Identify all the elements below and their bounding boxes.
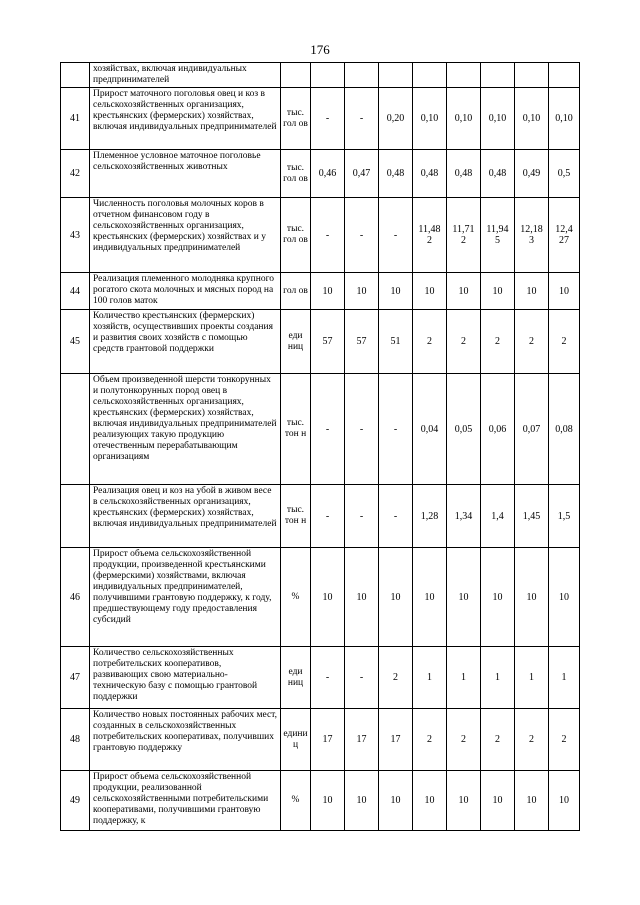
value-cell: 10 — [311, 273, 345, 310]
value-cell: 10 — [447, 548, 481, 647]
row-number: 48 — [61, 709, 90, 771]
value-cell — [515, 63, 549, 88]
value-cell: 2 — [481, 709, 515, 771]
unit-cell: еди ниц — [281, 647, 311, 709]
value-cell: - — [311, 485, 345, 548]
table-row — [61, 88, 580, 150]
value-cell: - — [311, 88, 345, 150]
table-row — [61, 63, 580, 88]
unit-cell: тыс. гол ов — [281, 198, 311, 273]
value-cell: 10 — [345, 273, 379, 310]
unit-cell: тыс. тон н — [281, 374, 311, 485]
indicator-name: хозяйствах, включая индивидуальных предпринимателей — [90, 63, 281, 88]
value-cell: 0,46 — [311, 150, 345, 198]
table-row — [61, 485, 580, 548]
value-cell: 0,08 — [549, 374, 580, 485]
value-cell: - — [345, 198, 379, 273]
value-cell: 10 — [311, 548, 345, 647]
value-cell — [311, 63, 345, 88]
value-cell: 10 — [413, 771, 447, 831]
value-cell: 10 — [549, 273, 580, 310]
row-number: 42 — [61, 150, 90, 198]
row-number — [61, 485, 90, 548]
row-number: 41 — [61, 88, 90, 150]
table-row — [61, 709, 580, 771]
value-cell: - — [311, 198, 345, 273]
value-cell — [413, 63, 447, 88]
value-cell: - — [311, 647, 345, 709]
value-cell: 10 — [413, 548, 447, 647]
row-number: 46 — [61, 548, 90, 647]
table-row — [61, 647, 580, 709]
value-cell: 0,47 — [345, 150, 379, 198]
value-cell: 10 — [379, 771, 413, 831]
value-cell: 10 — [413, 273, 447, 310]
indicator-name: Реализация племенного молодняка крупного рогатого скота молочных и мясных пород на 100 голов маток — [90, 273, 281, 310]
row-number: 44 — [61, 273, 90, 310]
value-cell: 2 — [413, 310, 447, 374]
value-cell: 0,48 — [379, 150, 413, 198]
value-cell: 10 — [549, 771, 580, 831]
unit-cell: % — [281, 548, 311, 647]
indicator-name: Прирост объема сельскохозяйственной продукции, реализованной сельскохозяйственными потребительскими кооперативами, получившими грантовую поддержку, к — [90, 771, 281, 831]
value-cell: 1 — [413, 647, 447, 709]
value-cell: 1,45 — [515, 485, 549, 548]
row-number — [61, 374, 90, 485]
value-cell: 10 — [379, 273, 413, 310]
value-cell: 10 — [515, 771, 549, 831]
value-cell — [481, 63, 515, 88]
value-cell: 17 — [345, 709, 379, 771]
value-cell: 10 — [515, 273, 549, 310]
value-cell: 1 — [515, 647, 549, 709]
value-cell: - — [379, 485, 413, 548]
value-cell: 0,10 — [447, 88, 481, 150]
value-cell: 0,48 — [447, 150, 481, 198]
indicator-name: Объем произведенной шерсти тонкорунных и полутонкорунных пород овец в сельскохозяйственных организациях, крестьянских (фермерских) хозяйствах, включая индивидуальных предпринимателей реализующих такую продукцию отечественным перерабатывающим организациям — [90, 374, 281, 485]
value-cell: 11,71 2 — [447, 198, 481, 273]
value-cell: 0,05 — [447, 374, 481, 485]
value-cell: 0,20 — [379, 88, 413, 150]
value-cell: 0,06 — [481, 374, 515, 485]
value-cell: 0,10 — [413, 88, 447, 150]
indicator-name: Племенное условное маточное поголовье сельскохозяйственных животных — [90, 150, 281, 198]
value-cell — [345, 63, 379, 88]
value-cell: - — [379, 374, 413, 485]
value-cell: 10 — [311, 771, 345, 831]
value-cell: 10 — [447, 273, 481, 310]
value-cell: 17 — [379, 709, 413, 771]
value-cell: 2 — [447, 310, 481, 374]
row-number: 47 — [61, 647, 90, 709]
value-cell: 0,10 — [549, 88, 580, 150]
value-cell: 10 — [515, 548, 549, 647]
table-row — [61, 374, 580, 485]
indicator-name: Количество новых постоянных рабочих мест, созданных в сельскохозяйственных потребительских кооперативах, получивших грантовую поддержку — [90, 709, 281, 771]
table-row — [61, 273, 580, 310]
value-cell: 0,5 — [549, 150, 580, 198]
table-row — [61, 310, 580, 374]
unit-cell — [281, 63, 311, 88]
value-cell: 0,10 — [481, 88, 515, 150]
value-cell: 1,5 — [549, 485, 580, 548]
value-cell: 10 — [345, 771, 379, 831]
value-cell: - — [379, 198, 413, 273]
table-row — [61, 198, 580, 273]
value-cell — [379, 63, 413, 88]
row-number — [61, 63, 90, 88]
value-cell: 2 — [447, 709, 481, 771]
table-row — [61, 548, 580, 647]
indicators-table — [60, 62, 580, 831]
unit-cell: едини ц — [281, 709, 311, 771]
value-cell: 11,94 5 — [481, 198, 515, 273]
value-cell — [549, 63, 580, 88]
indicator-name: Прирост объема сельскохозяйственной продукции, произведенной крестьянскими (фермерскими) хозяйствами, включая индивидуальных предпринимателей, получившими грантовую поддержку, к году, предшествующему году предоставления субсидий — [90, 548, 281, 647]
value-cell: 0,48 — [413, 150, 447, 198]
value-cell: 10 — [447, 771, 481, 831]
value-cell: 0,07 — [515, 374, 549, 485]
unit-cell: % — [281, 771, 311, 831]
indicator-name: Численность поголовья молочных коров в отчетном финансовом году в сельскохозяйственных организациях, крестьянских (фермерских) хозяйствах и у индивидуальных предпринимателей — [90, 198, 281, 273]
value-cell: 11,48 2 — [413, 198, 447, 273]
indicator-name: Реализация овец и коз на убой в живом весе в сельскохозяйственных организациях, крестьянских (фермерских) хозяйствах, включая индивидуальных предпринимателей — [90, 485, 281, 548]
value-cell: 10 — [379, 548, 413, 647]
table-row — [61, 150, 580, 198]
indicator-name: Количество сельскохозяйственных потребительских кооперативов, развивающих свою материально-техническую базу с помощью грантовой поддержки — [90, 647, 281, 709]
value-cell: 10 — [345, 548, 379, 647]
value-cell: 0,48 — [481, 150, 515, 198]
value-cell: 51 — [379, 310, 413, 374]
value-cell: 57 — [345, 310, 379, 374]
unit-cell: тыс. гол ов — [281, 150, 311, 198]
value-cell: 2 — [481, 310, 515, 374]
value-cell: 10 — [481, 548, 515, 647]
indicator-name: Прирост маточного поголовья овец и коз в сельскохозяйственных организациях, крестьянских (фермерских) хозяйствах, включая индивидуальных предпринимателей — [90, 88, 281, 150]
value-cell: 0,04 — [413, 374, 447, 485]
value-cell: 10 — [549, 548, 580, 647]
page-number: 176 — [310, 42, 330, 57]
value-cell: - — [345, 485, 379, 548]
value-cell: 2 — [413, 709, 447, 771]
value-cell: 2 — [515, 709, 549, 771]
value-cell: 17 — [311, 709, 345, 771]
value-cell: 2 — [515, 310, 549, 374]
value-cell: 1 — [549, 647, 580, 709]
unit-cell: еди ниц — [281, 310, 311, 374]
value-cell: 0,49 — [515, 150, 549, 198]
value-cell: 2 — [379, 647, 413, 709]
row-number: 49 — [61, 771, 90, 831]
value-cell: 10 — [481, 771, 515, 831]
row-number: 43 — [61, 198, 90, 273]
unit-cell: гол ов — [281, 273, 311, 310]
value-cell: - — [345, 88, 379, 150]
value-cell: 10 — [481, 273, 515, 310]
value-cell: 12,18 3 — [515, 198, 549, 273]
unit-cell: тыс. тон н — [281, 485, 311, 548]
value-cell: 2 — [549, 310, 580, 374]
table-row — [61, 771, 580, 831]
value-cell: 1,34 — [447, 485, 481, 548]
row-number: 45 — [61, 310, 90, 374]
value-cell: 1,28 — [413, 485, 447, 548]
value-cell: - — [311, 374, 345, 485]
value-cell: 1 — [481, 647, 515, 709]
unit-cell: тыс. гол ов — [281, 88, 311, 150]
value-cell — [447, 63, 481, 88]
value-cell: 57 — [311, 310, 345, 374]
indicator-name: Количество крестьянских (фермерских) хозяйств, осуществивших проекты создания и развития своих хозяйств с помощью средств грантовой поддержки — [90, 310, 281, 374]
value-cell: 1,4 — [481, 485, 515, 548]
value-cell: 12,4 27 — [549, 198, 580, 273]
value-cell: 1 — [447, 647, 481, 709]
value-cell: 2 — [549, 709, 580, 771]
value-cell: - — [345, 374, 379, 485]
value-cell: - — [345, 647, 379, 709]
value-cell: 0,10 — [515, 88, 549, 150]
